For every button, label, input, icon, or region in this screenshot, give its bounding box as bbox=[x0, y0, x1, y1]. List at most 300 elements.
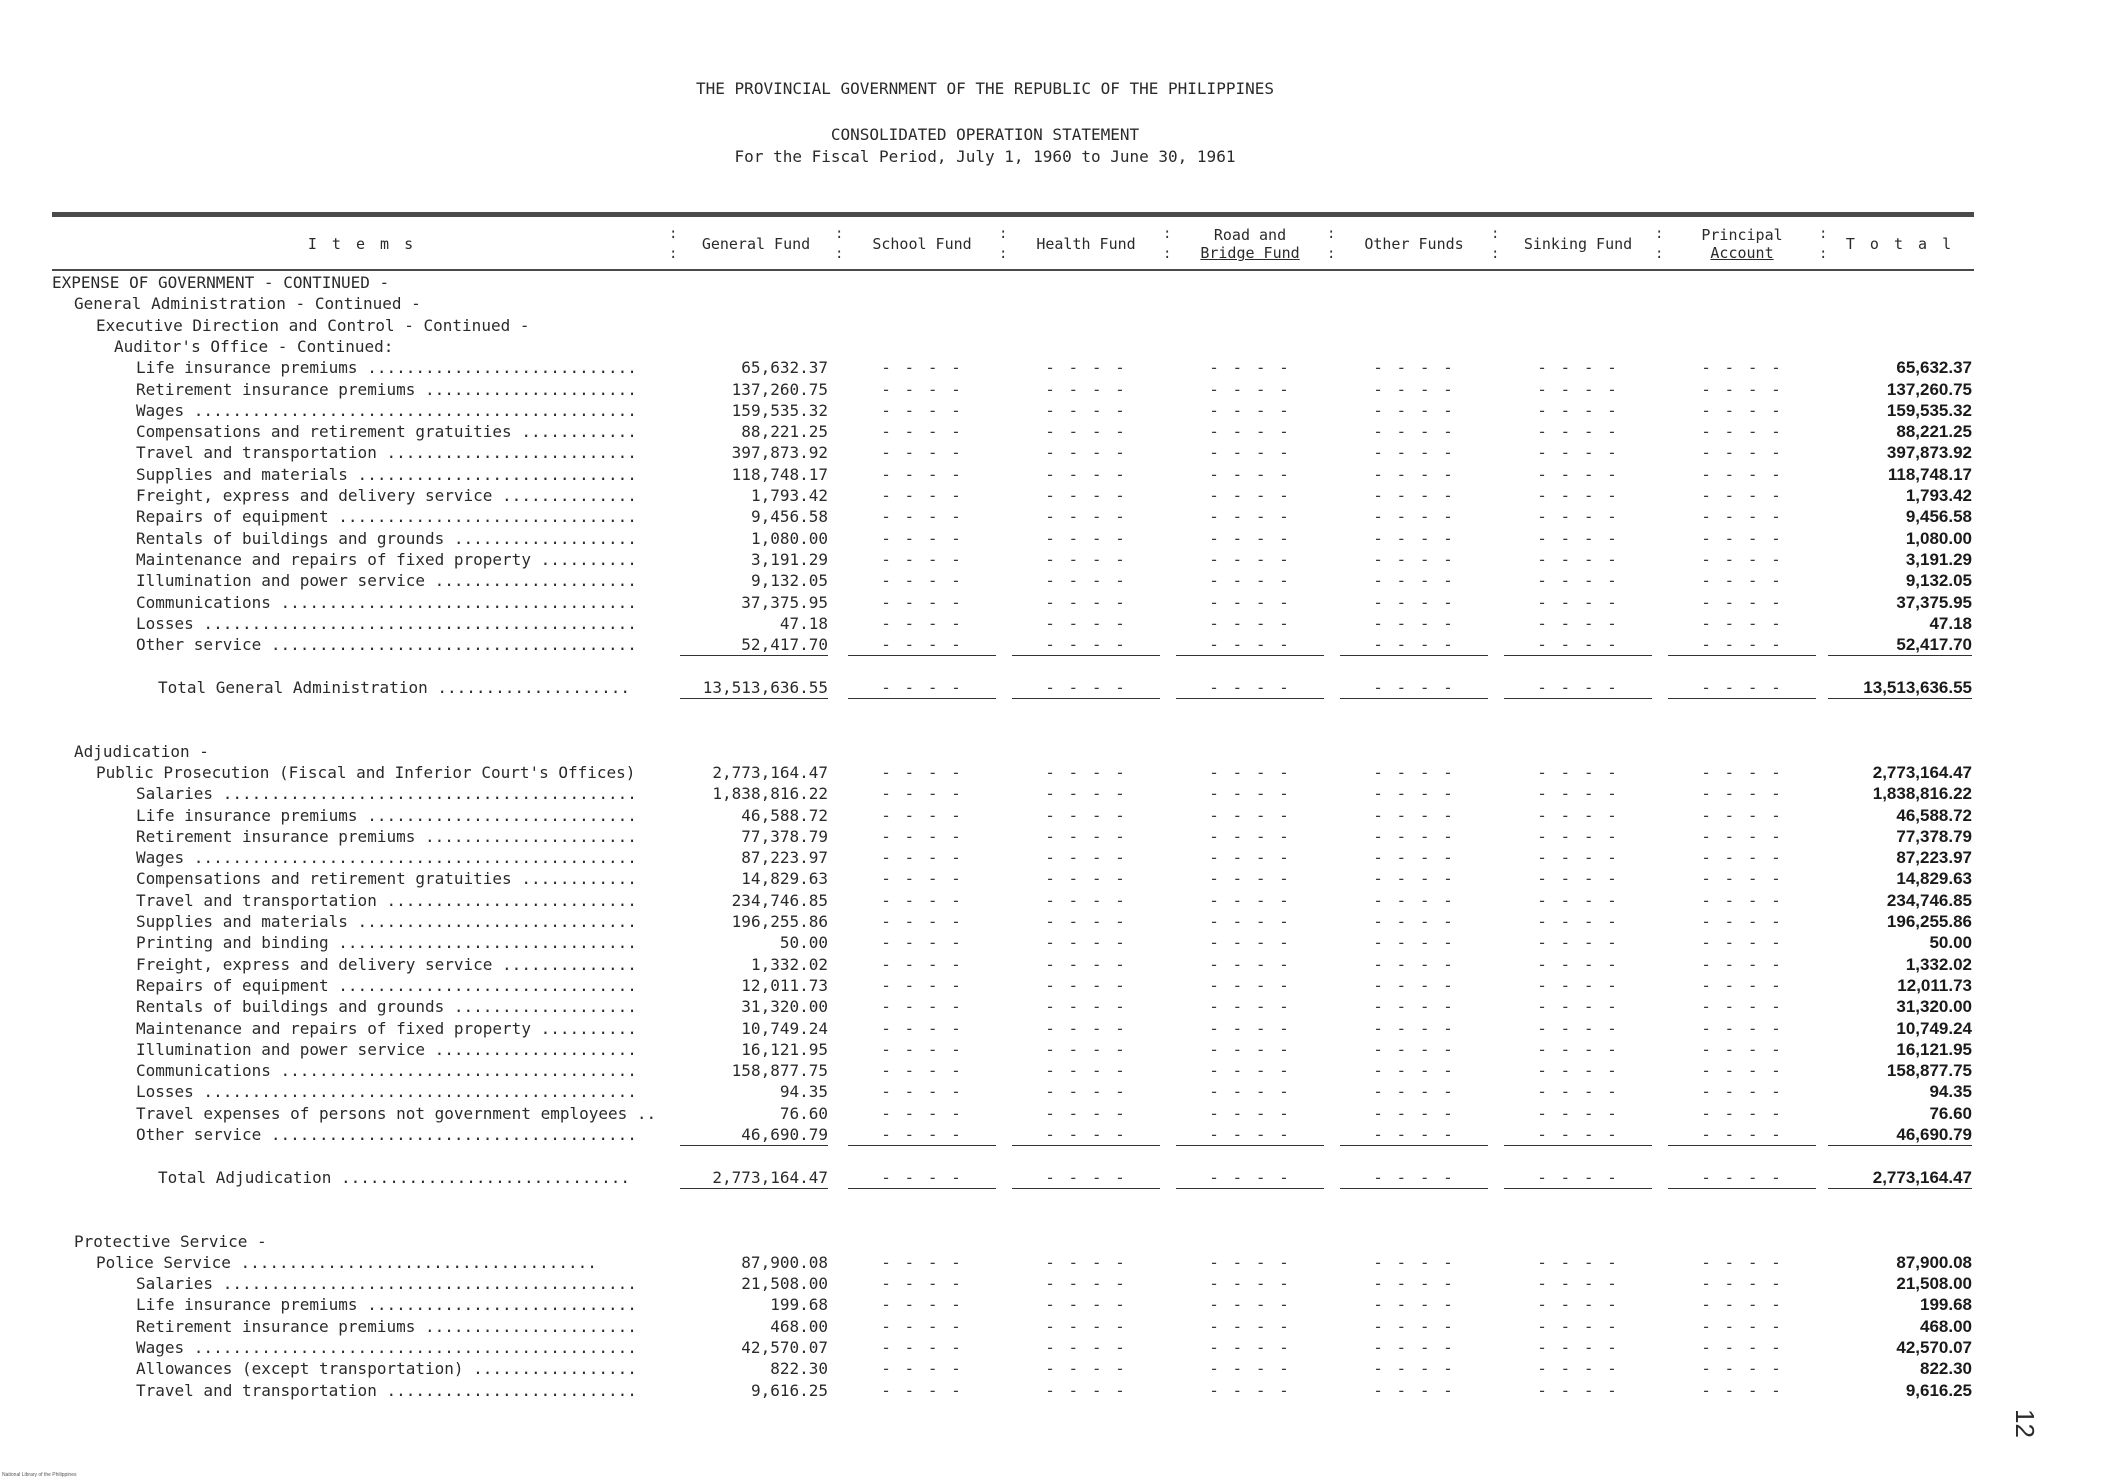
road-bridge-fund-cell: - - - - bbox=[1176, 1167, 1324, 1189]
table-row bbox=[52, 762, 1974, 783]
road-bridge-fund-cell: - - - - bbox=[1209, 1253, 1291, 1272]
other-funds-cell: - - - - bbox=[1373, 1082, 1455, 1101]
health-fund-cell: - - - - bbox=[1045, 1061, 1127, 1080]
row-label: Illumination and power service ..................... bbox=[136, 571, 637, 590]
school-fund-cell: - - - - bbox=[881, 1359, 963, 1378]
principal-account-cell: - - - - bbox=[1701, 1040, 1783, 1059]
school-fund-cell: - - - - bbox=[881, 869, 963, 888]
road-bridge-fund-cell: - - - - bbox=[1209, 1274, 1291, 1293]
row-label: Rentals of buildings and grounds ................... bbox=[136, 529, 637, 548]
principal-account-cell: - - - - bbox=[1701, 1253, 1783, 1272]
header-separator: : : bbox=[1491, 226, 1500, 262]
principal-account-cell: - - - - bbox=[1701, 1061, 1783, 1080]
table-row bbox=[52, 1294, 1974, 1315]
table-row bbox=[52, 996, 1974, 1017]
table-row bbox=[52, 1209, 1974, 1230]
table-row bbox=[52, 677, 1974, 698]
other-funds-cell: - - - - bbox=[1373, 422, 1455, 441]
sinking-fund-cell: - - - - bbox=[1537, 614, 1619, 633]
school-fund-cell: - - - - bbox=[881, 955, 963, 974]
row-label: Life insurance premiums ............................ bbox=[136, 1295, 637, 1314]
general-fund-cell: 16,121.95 bbox=[741, 1040, 828, 1059]
table-row bbox=[52, 1337, 1974, 1358]
total-cell: 46,690.79 bbox=[1828, 1124, 1972, 1146]
principal-account-cell: - - - - bbox=[1668, 1124, 1816, 1146]
table-row bbox=[52, 932, 1974, 953]
principal-account-cell: - - - - bbox=[1701, 848, 1783, 867]
total-cell: 14,829.63 bbox=[1896, 869, 1972, 888]
principal-account-cell: - - - - bbox=[1701, 550, 1783, 569]
school-fund-cell: - - - - bbox=[881, 358, 963, 377]
school-fund-cell: - - - - bbox=[881, 1317, 963, 1336]
health-fund-cell: - - - - bbox=[1045, 358, 1127, 377]
principal-account-cell: - - - - bbox=[1701, 806, 1783, 825]
row-label: Communications ..................................... bbox=[136, 593, 637, 612]
other-funds-cell: - - - - bbox=[1373, 933, 1455, 952]
row-label: Other service ...................................... bbox=[136, 635, 637, 654]
road-bridge-fund-cell: - - - - bbox=[1209, 1317, 1291, 1336]
sinking-fund-cell: - - - - bbox=[1537, 997, 1619, 1016]
row-label: Life insurance premiums ............................ bbox=[136, 358, 637, 377]
sinking-fund-cell: - - - - bbox=[1537, 869, 1619, 888]
general-fund-cell: 52,417.70 bbox=[680, 634, 828, 656]
column-header-road-bridge-fund bbox=[1170, 222, 1330, 266]
row-label: Life insurance premiums ............................ bbox=[136, 806, 637, 825]
total-cell: 234,746.85 bbox=[1886, 891, 1972, 910]
road-bridge-fund-cell: - - - - bbox=[1209, 1359, 1291, 1378]
general-fund-cell: 46,588.72 bbox=[741, 806, 828, 825]
principal-account-cell: - - - - bbox=[1701, 891, 1783, 910]
sinking-fund-cell: - - - - bbox=[1537, 443, 1619, 462]
road-bridge-fund-cell: - - - - bbox=[1209, 358, 1291, 377]
other-funds-cell: - - - - bbox=[1373, 1359, 1455, 1378]
school-fund-cell: - - - - bbox=[881, 1253, 963, 1272]
health-fund-cell: - - - - bbox=[1012, 1167, 1160, 1189]
general-fund-cell: 88,221.25 bbox=[741, 422, 828, 441]
column-header-health-fund: Health Fund bbox=[1036, 235, 1136, 253]
school-fund-cell: - - - - bbox=[848, 1167, 996, 1189]
row-label: Allowances (except transportation) ................. bbox=[136, 1359, 637, 1378]
other-funds-cell: - - - - bbox=[1373, 848, 1455, 867]
row-label: Freight, express and delivery service .............. bbox=[136, 486, 637, 505]
total-cell: 37,375.95 bbox=[1896, 593, 1972, 612]
total-cell: 13,513,636.55 bbox=[1828, 677, 1972, 699]
road-bridge-fund-cell: - - - - bbox=[1176, 634, 1324, 656]
table-row bbox=[52, 442, 1974, 463]
other-funds-cell: - - - - bbox=[1373, 1040, 1455, 1059]
total-cell: 94.35 bbox=[1929, 1082, 1972, 1101]
total-cell: 158,877.75 bbox=[1886, 1061, 1972, 1080]
table-row bbox=[52, 485, 1974, 506]
general-fund-cell: 31,320.00 bbox=[741, 997, 828, 1016]
general-fund-cell: 9,456.58 bbox=[750, 507, 828, 526]
health-fund-cell: - - - - bbox=[1045, 827, 1127, 846]
health-fund-cell: - - - - bbox=[1045, 443, 1127, 462]
principal-account-cell: - - - - bbox=[1668, 634, 1816, 656]
principal-account-cell: - - - - bbox=[1701, 571, 1783, 590]
total-cell: 46,588.72 bbox=[1896, 806, 1972, 825]
table-row bbox=[52, 613, 1974, 634]
general-fund-cell: 21,508.00 bbox=[741, 1274, 828, 1293]
row-label: General Administration - Continued - bbox=[74, 294, 421, 313]
other-funds-cell: - - - - bbox=[1340, 1167, 1488, 1189]
row-label: Retirement insurance premiums ...................... bbox=[136, 380, 637, 399]
row-label: Printing and binding ............................... bbox=[136, 933, 637, 952]
other-funds-cell: - - - - bbox=[1373, 955, 1455, 974]
total-cell: 52,417.70 bbox=[1828, 634, 1972, 656]
other-funds-cell: - - - - bbox=[1373, 401, 1455, 420]
row-label: Communications ..................................... bbox=[136, 1061, 637, 1080]
road-bridge-fund-cell: - - - - bbox=[1209, 1019, 1291, 1038]
sinking-fund-cell: - - - - bbox=[1537, 1274, 1619, 1293]
header-separator: : : bbox=[669, 226, 678, 262]
general-fund-cell: 159,535.32 bbox=[731, 401, 828, 420]
other-funds-cell: - - - - bbox=[1373, 507, 1455, 526]
row-label: Total General Administration .................... bbox=[158, 678, 631, 697]
road-bridge-fund-cell: - - - - bbox=[1209, 784, 1291, 803]
sinking-fund-cell: - - - - bbox=[1537, 848, 1619, 867]
general-fund-cell: 2,773,164.47 bbox=[712, 763, 828, 782]
principal-account-cell: - - - - bbox=[1701, 933, 1783, 952]
principal-account-cell: - - - - bbox=[1701, 784, 1783, 803]
table-row bbox=[52, 975, 1974, 996]
sinking-fund-cell: - - - - bbox=[1537, 806, 1619, 825]
school-fund-cell: - - - - bbox=[881, 507, 963, 526]
general-fund-cell: 13,513,636.55 bbox=[680, 677, 828, 699]
column-header-general-fund: General Fund bbox=[701, 235, 811, 253]
sinking-fund-cell: - - - - bbox=[1537, 507, 1619, 526]
total-cell: 822.30 bbox=[1920, 1359, 1972, 1378]
total-cell: 9,456.58 bbox=[1905, 507, 1972, 526]
other-funds-cell: - - - - bbox=[1373, 1381, 1455, 1400]
road-bridge-fund-cell: - - - - bbox=[1209, 550, 1291, 569]
health-fund-cell: - - - - bbox=[1045, 1359, 1127, 1378]
road-bridge-fund-cell: - - - - bbox=[1209, 401, 1291, 420]
other-funds-cell: - - - - bbox=[1373, 869, 1455, 888]
general-fund-cell: 14,829.63 bbox=[741, 869, 828, 888]
health-fund-cell: - - - - bbox=[1045, 571, 1127, 590]
table-row bbox=[52, 805, 1974, 826]
principal-account-cell: - - - - bbox=[1701, 1317, 1783, 1336]
row-label: Compensations and retirement gratuities ............ bbox=[136, 422, 637, 441]
total-cell: 65,632.37 bbox=[1896, 358, 1972, 377]
other-funds-cell: - - - - bbox=[1373, 571, 1455, 590]
other-funds-cell: - - - - bbox=[1373, 976, 1455, 995]
road-bridge-fund-cell: - - - - bbox=[1209, 507, 1291, 526]
health-fund-cell: - - - - bbox=[1045, 486, 1127, 505]
health-fund-cell: - - - - bbox=[1045, 593, 1127, 612]
general-fund-cell: 2,773,164.47 bbox=[680, 1167, 828, 1189]
principal-account-cell: - - - - bbox=[1701, 443, 1783, 462]
road-bridge-fund-cell: - - - - bbox=[1209, 593, 1291, 612]
table-row bbox=[52, 506, 1974, 527]
sinking-fund-cell: - - - - bbox=[1537, 1317, 1619, 1336]
sinking-fund-cell: - - - - bbox=[1537, 1253, 1619, 1272]
row-label: Freight, express and delivery service .............. bbox=[136, 955, 637, 974]
health-fund-cell: - - - - bbox=[1045, 933, 1127, 952]
health-fund-cell: - - - - bbox=[1045, 1019, 1127, 1038]
road-bridge-fund-cell: - - - - bbox=[1209, 997, 1291, 1016]
other-funds-cell: - - - - bbox=[1373, 1253, 1455, 1272]
row-label: Losses ............................................. bbox=[136, 1082, 637, 1101]
sinking-fund-cell: - - - - bbox=[1537, 401, 1619, 420]
road-bridge-fund-cell: - - - - bbox=[1209, 614, 1291, 633]
row-label: Illumination and power service ..................... bbox=[136, 1040, 637, 1059]
sinking-fund-cell: - - - - bbox=[1537, 955, 1619, 974]
principal-account-cell: - - - - bbox=[1701, 955, 1783, 974]
school-fund-cell: - - - - bbox=[881, 1295, 963, 1314]
table-row bbox=[52, 315, 1974, 336]
sinking-fund-cell: - - - - bbox=[1537, 827, 1619, 846]
principal-account-cell: - - - - bbox=[1701, 1104, 1783, 1123]
table-row bbox=[52, 1188, 1974, 1209]
road-bridge-fund-cell: - - - - bbox=[1209, 763, 1291, 782]
general-fund-cell: 46,690.79 bbox=[680, 1124, 828, 1146]
page-number: 12 bbox=[2009, 1409, 2040, 1438]
health-fund-cell: - - - - bbox=[1012, 677, 1160, 699]
principal-account-cell: - - - - bbox=[1668, 1167, 1816, 1189]
total-cell: 1,838,816.22 bbox=[1872, 784, 1972, 803]
table-row bbox=[52, 954, 1974, 975]
sinking-fund-cell: - - - - bbox=[1537, 422, 1619, 441]
table-row bbox=[52, 719, 1974, 740]
total-cell: 118,748.17 bbox=[1887, 465, 1972, 484]
total-cell: 2,773,164.47 bbox=[1828, 1167, 1972, 1189]
principal-account-cell: - - - - bbox=[1668, 677, 1816, 699]
total-cell: 1,793.42 bbox=[1905, 486, 1972, 505]
road-bridge-fund-cell: - - - - bbox=[1209, 976, 1291, 995]
road-bridge-fund-cell: - - - - bbox=[1209, 955, 1291, 974]
other-funds-cell: - - - - bbox=[1373, 784, 1455, 803]
sinking-fund-cell: - - - - bbox=[1537, 1061, 1619, 1080]
total-cell: 468.00 bbox=[1920, 1317, 1972, 1336]
school-fund-cell: - - - - bbox=[881, 1019, 963, 1038]
sinking-fund-cell: - - - - bbox=[1537, 976, 1619, 995]
school-fund-cell: - - - - bbox=[881, 784, 963, 803]
sinking-fund-cell: - - - - bbox=[1537, 1338, 1619, 1357]
principal-account-cell: - - - - bbox=[1701, 1274, 1783, 1293]
sinking-fund-cell: - - - - bbox=[1537, 486, 1619, 505]
row-label: Wages .............................................. bbox=[136, 401, 637, 420]
school-fund-cell: - - - - bbox=[881, 848, 963, 867]
header-separator: : : bbox=[835, 226, 844, 262]
other-funds-cell: - - - - bbox=[1373, 380, 1455, 399]
total-cell: 88,221.25 bbox=[1896, 422, 1972, 441]
other-funds-cell: - - - - bbox=[1373, 465, 1455, 484]
principal-line2: Account bbox=[1710, 244, 1774, 262]
table-row bbox=[52, 826, 1974, 847]
road-bridge-fund-cell: - - - - bbox=[1209, 1082, 1291, 1101]
principal-account-cell: - - - - bbox=[1701, 1338, 1783, 1357]
road-bridge-fund-cell: - - - - bbox=[1209, 443, 1291, 462]
sinking-fund-cell: - - - - bbox=[1504, 1124, 1652, 1146]
principal-account-cell: - - - - bbox=[1701, 486, 1783, 505]
table-row bbox=[52, 528, 1974, 549]
other-funds-cell: - - - - bbox=[1373, 1338, 1455, 1357]
general-fund-cell: 87,223.97 bbox=[741, 848, 828, 867]
sinking-fund-cell: - - - - bbox=[1504, 677, 1652, 699]
total-cell: 397,873.92 bbox=[1886, 443, 1972, 462]
sinking-fund-cell: - - - - bbox=[1537, 529, 1619, 548]
school-fund-cell: - - - - bbox=[848, 677, 996, 699]
health-fund-cell: - - - - bbox=[1045, 1082, 1127, 1101]
general-fund-cell: 199.68 bbox=[770, 1295, 828, 1314]
school-fund-cell: - - - - bbox=[881, 997, 963, 1016]
sinking-fund-cell: - - - - bbox=[1537, 1104, 1619, 1123]
total-cell: 16,121.95 bbox=[1896, 1040, 1972, 1059]
total-cell: 196,255.86 bbox=[1886, 912, 1972, 931]
other-funds-cell: - - - - bbox=[1373, 891, 1455, 910]
fiscal-period: For the Fiscal Period, July 1, 1960 to June 30, 1961 bbox=[734, 147, 1236, 166]
general-fund-cell: 397,873.92 bbox=[731, 443, 828, 462]
general-fund-cell: 234,746.85 bbox=[731, 891, 828, 910]
sinking-fund-cell: - - - - bbox=[1537, 1381, 1619, 1400]
health-fund-cell: - - - - bbox=[1045, 997, 1127, 1016]
total-cell: 50.00 bbox=[1929, 933, 1972, 952]
general-fund-cell: 87,900.08 bbox=[741, 1253, 828, 1272]
row-label: Travel and transportation .......................... bbox=[136, 891, 637, 910]
health-fund-cell: - - - - bbox=[1045, 1274, 1127, 1293]
total-cell: 159,535.32 bbox=[1886, 401, 1972, 420]
table-row bbox=[52, 698, 1974, 719]
column-header-items: I t e m s bbox=[307, 235, 417, 253]
health-fund-cell: - - - - bbox=[1045, 848, 1127, 867]
table-row bbox=[52, 293, 1974, 314]
road-bridge-fund-cell: - - - - bbox=[1209, 869, 1291, 888]
sinking-fund-cell: - - - - bbox=[1537, 1040, 1619, 1059]
table-row bbox=[52, 1124, 1974, 1145]
header-separator: : : bbox=[1819, 226, 1828, 262]
total-cell: 199.68 bbox=[1920, 1295, 1972, 1314]
health-fund-cell: - - - - bbox=[1045, 1338, 1127, 1357]
sinking-fund-cell: - - - - bbox=[1537, 912, 1619, 931]
road-bridge-fund-cell: - - - - bbox=[1209, 1338, 1291, 1357]
total-cell: 77,378.79 bbox=[1896, 827, 1972, 846]
total-cell: 9,132.05 bbox=[1905, 571, 1972, 590]
sinking-fund-cell: - - - - bbox=[1537, 1359, 1619, 1378]
table-row bbox=[52, 272, 1974, 293]
road-bridge-fund-cell: - - - - bbox=[1209, 1381, 1291, 1400]
row-label: Supplies and materials ............................. bbox=[136, 912, 637, 931]
row-label: Wages .............................................. bbox=[136, 848, 637, 867]
row-label: Other service ...................................... bbox=[136, 1125, 637, 1144]
total-cell: 42,570.07 bbox=[1896, 1338, 1972, 1357]
row-label: Protective Service - bbox=[74, 1232, 267, 1251]
general-fund-cell: 1,793.42 bbox=[750, 486, 828, 505]
statement-title: CONSOLIDATED OPERATION STATEMENT bbox=[830, 125, 1140, 144]
header-rule-top bbox=[52, 212, 1974, 217]
principal-account-cell: - - - - bbox=[1701, 869, 1783, 888]
row-label: Rentals of buildings and grounds ................... bbox=[136, 997, 637, 1016]
school-fund-cell: - - - - bbox=[881, 529, 963, 548]
total-cell: 1,332.02 bbox=[1905, 955, 1972, 974]
principal-account-cell: - - - - bbox=[1701, 401, 1783, 420]
row-label: Maintenance and repairs of fixed property .......... bbox=[136, 550, 637, 569]
table-row bbox=[52, 1081, 1974, 1102]
health-fund-cell: - - - - bbox=[1045, 614, 1127, 633]
health-fund-cell: - - - - bbox=[1045, 955, 1127, 974]
health-fund-cell: - - - - bbox=[1045, 422, 1127, 441]
header-rule-bottom bbox=[52, 269, 1974, 271]
health-fund-cell: - - - - bbox=[1045, 1317, 1127, 1336]
other-funds-cell: - - - - bbox=[1373, 529, 1455, 548]
table-row bbox=[52, 868, 1974, 889]
general-fund-cell: 37,375.95 bbox=[741, 593, 828, 612]
road-bridge-fund-cell: - - - - bbox=[1209, 529, 1291, 548]
school-fund-cell: - - - - bbox=[881, 401, 963, 420]
other-funds-cell: - - - - bbox=[1373, 912, 1455, 931]
sinking-fund-cell: - - - - bbox=[1537, 763, 1619, 782]
road-bridge-fund-cell: - - - - bbox=[1209, 1104, 1291, 1123]
other-funds-cell: - - - - bbox=[1340, 634, 1488, 656]
school-fund-cell: - - - - bbox=[881, 1338, 963, 1357]
general-fund-cell: 12,011.73 bbox=[741, 976, 828, 995]
school-fund-cell: - - - - bbox=[881, 571, 963, 590]
health-fund-cell: - - - - bbox=[1045, 507, 1127, 526]
other-funds-cell: - - - - bbox=[1373, 358, 1455, 377]
row-label: Police Service ..................................... bbox=[96, 1253, 597, 1272]
sinking-fund-cell: - - - - bbox=[1537, 784, 1619, 803]
health-fund-cell: - - - - bbox=[1012, 1124, 1160, 1146]
sinking-fund-cell: - - - - bbox=[1537, 380, 1619, 399]
row-label: Travel and transportation .......................... bbox=[136, 443, 637, 462]
road-bridge-fund-cell: - - - - bbox=[1209, 806, 1291, 825]
health-fund-cell: - - - - bbox=[1045, 763, 1127, 782]
header-separator: : : bbox=[999, 226, 1008, 262]
row-label: Retirement insurance premiums ...................... bbox=[136, 827, 637, 846]
road-bridge-fund-cell: - - - - bbox=[1176, 677, 1324, 699]
table-row bbox=[52, 783, 1974, 804]
sinking-fund-cell: - - - - bbox=[1537, 1019, 1619, 1038]
row-label: Adjudication - bbox=[74, 742, 209, 761]
health-fund-cell: - - - - bbox=[1045, 380, 1127, 399]
general-fund-cell: 137,260.75 bbox=[731, 380, 828, 399]
school-fund-cell: - - - - bbox=[881, 486, 963, 505]
general-fund-cell: 94.35 bbox=[779, 1082, 828, 1101]
table-row bbox=[52, 1060, 1974, 1081]
road-bridge-fund-cell: - - - - bbox=[1209, 1295, 1291, 1314]
road-bridge-fund-cell: - - - - bbox=[1209, 422, 1291, 441]
health-fund-cell: - - - - bbox=[1045, 912, 1127, 931]
total-cell: 9,616.25 bbox=[1905, 1381, 1972, 1400]
principal-account-cell: - - - - bbox=[1701, 380, 1783, 399]
column-header-other-funds: Other Funds bbox=[1364, 235, 1464, 253]
health-fund-cell: - - - - bbox=[1045, 1040, 1127, 1059]
table-row bbox=[52, 911, 1974, 932]
row-label: Repairs of equipment ............................... bbox=[136, 976, 637, 995]
road-bridge-fund-cell: - - - - bbox=[1209, 486, 1291, 505]
total-cell: 31,320.00 bbox=[1896, 997, 1972, 1016]
health-fund-cell: - - - - bbox=[1045, 550, 1127, 569]
school-fund-cell: - - - - bbox=[881, 763, 963, 782]
table-row bbox=[52, 549, 1974, 570]
general-fund-cell: 1,332.02 bbox=[750, 955, 828, 974]
sinking-fund-cell: - - - - bbox=[1504, 1167, 1652, 1189]
other-funds-cell: - - - - bbox=[1373, 1295, 1455, 1314]
total-cell: 3,191.29 bbox=[1905, 550, 1972, 569]
road-bridge-line2: Bridge Fund bbox=[1200, 244, 1300, 262]
principal-account-cell: - - - - bbox=[1701, 465, 1783, 484]
table-row bbox=[52, 1358, 1974, 1379]
table-row bbox=[52, 1316, 1974, 1337]
health-fund-cell: - - - - bbox=[1045, 976, 1127, 995]
table-row bbox=[52, 1231, 1974, 1252]
school-fund-cell: - - - - bbox=[881, 806, 963, 825]
row-label: Losses ............................................. bbox=[136, 614, 637, 633]
other-funds-cell: - - - - bbox=[1373, 806, 1455, 825]
general-fund-cell: 1,838,816.22 bbox=[712, 784, 828, 803]
sinking-fund-cell: - - - - bbox=[1537, 358, 1619, 377]
